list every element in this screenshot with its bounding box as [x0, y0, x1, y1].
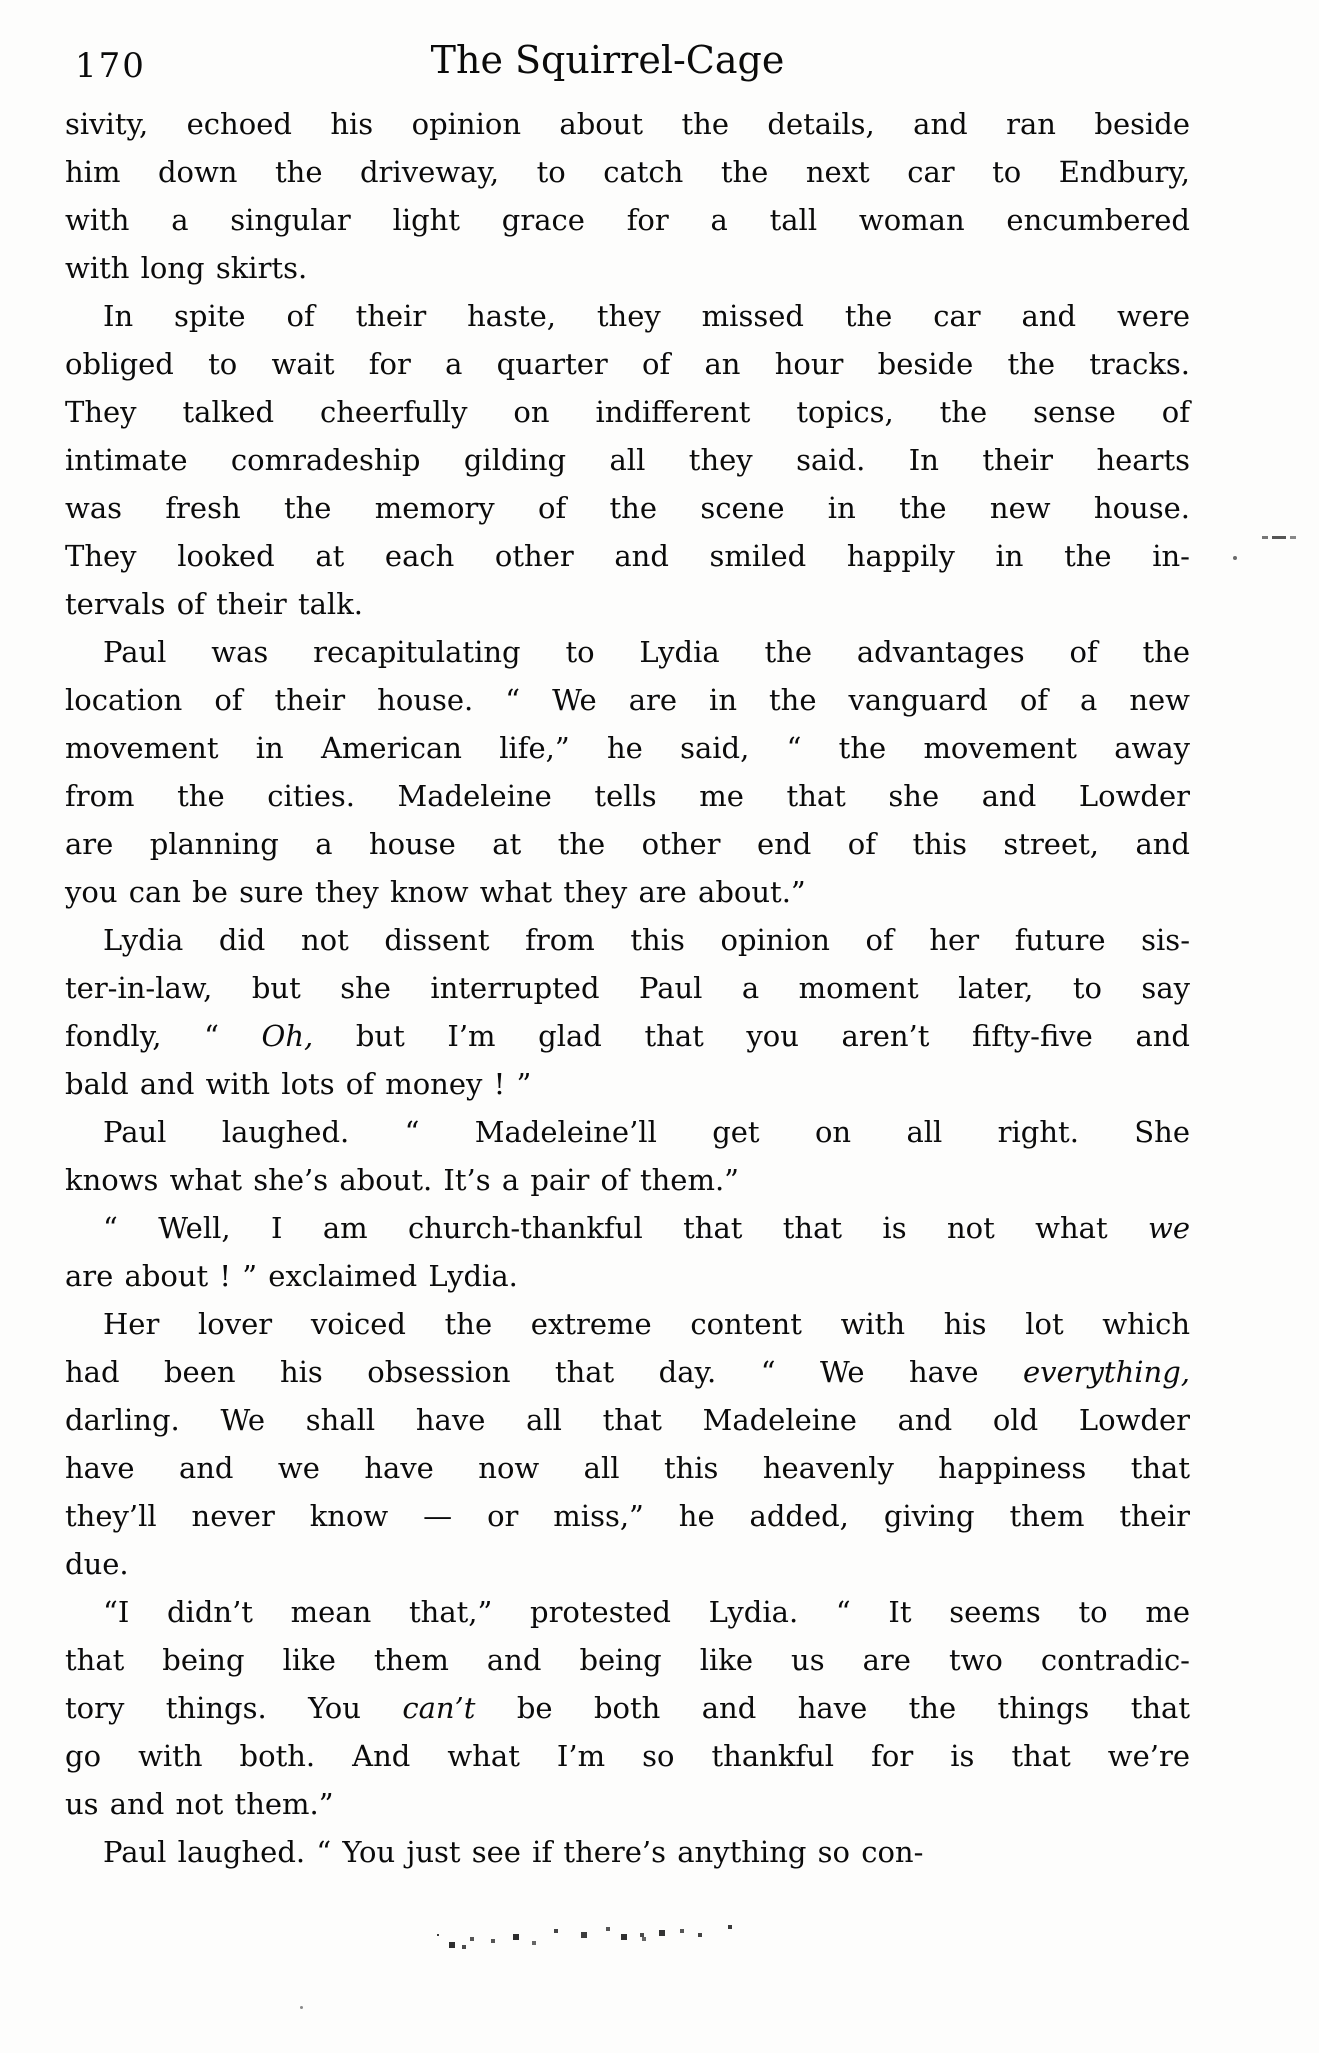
- italic-text: we: [1148, 1211, 1190, 1245]
- scan-smudge-artifact: [437, 1934, 439, 1936]
- text-line: [65, 1012, 1190, 1060]
- text-line: [65, 1156, 1190, 1204]
- text-line: [65, 868, 1190, 916]
- text-line: [65, 1300, 1190, 1348]
- text-span: ter-in-law, but she interrupted Paul a moment later, to say: [65, 971, 1190, 1005]
- text-span: Paul was recapitulating to Lydia the advantages of the: [103, 635, 1190, 669]
- text-line: [65, 532, 1190, 580]
- text-span: “I didn’t mean that,” protested Lydia. “ It seems to me: [103, 1595, 1190, 1629]
- text-span: fondly, “: [65, 1019, 262, 1053]
- text-line: [65, 1204, 1190, 1252]
- text-span: “ Well, I am church-thankful that that is not what: [103, 1211, 1148, 1245]
- scan-dot-artifact: [300, 2006, 303, 2009]
- text-line: [65, 964, 1190, 1012]
- text-line: [65, 1540, 1190, 1588]
- text-line: [65, 1396, 1190, 1444]
- text-span: knows what she’s about. It’s a pair of them.”: [65, 1163, 740, 1197]
- text-span: movement in American life,” he said, “ the movement away: [65, 731, 1190, 765]
- text-span: have and we have now all this heavenly happiness that: [65, 1451, 1190, 1485]
- text-span: they’ll never know — or miss,” he added, giving them their: [65, 1499, 1190, 1533]
- text-line: [65, 388, 1190, 436]
- text-line: [65, 676, 1190, 724]
- text-line: [65, 1108, 1190, 1156]
- text-span: are about ! ” exclaimed Lydia.: [65, 1259, 518, 1293]
- text-line: [65, 1684, 1190, 1732]
- page-body: [65, 100, 1190, 1876]
- text-line: [65, 1252, 1190, 1300]
- text-line: [65, 100, 1190, 148]
- text-span: had been his obsession that day. “ We have: [65, 1355, 1023, 1389]
- text-span: bald and with lots of money ! ”: [65, 1067, 532, 1101]
- text-line: [65, 1732, 1190, 1780]
- text-line: [65, 1060, 1190, 1108]
- text-line: [65, 196, 1190, 244]
- text-span: Paul laughed. “ Madeleine’ll get on all right. She: [103, 1115, 1190, 1149]
- text-line: [65, 916, 1190, 964]
- text-line: [65, 580, 1190, 628]
- text-span: tervals of their talk.: [65, 587, 363, 621]
- page-number: 170: [75, 46, 146, 86]
- text-line: [65, 1444, 1190, 1492]
- text-line: [65, 244, 1190, 292]
- text-line: [65, 436, 1190, 484]
- text-span: but I’m glad that you aren’t fifty-five and: [313, 1019, 1190, 1053]
- text-line: [65, 1588, 1190, 1636]
- text-span: They talked cheerfully on indifferent topics, the sense of: [65, 395, 1190, 429]
- text-line: [65, 292, 1190, 340]
- text-span: from the cities. Madeleine tells me that she and Lowder: [65, 779, 1190, 813]
- text-line: [65, 820, 1190, 868]
- scan-dot-artifact: [1233, 556, 1237, 560]
- text-line: [65, 1828, 1190, 1876]
- text-span: with long skirts.: [65, 251, 308, 285]
- page-header: [65, 36, 1190, 96]
- text-span: Lydia did not dissent from this opinion of her future sis-: [103, 923, 1190, 957]
- text-span: intimate comradeship gilding all they said. In their hearts: [65, 443, 1190, 477]
- text-span: Her lover voiced the extreme content with his lot which: [103, 1307, 1190, 1341]
- text-span: Paul laughed. “ You just see if there’s anything so con-: [103, 1835, 924, 1869]
- text-span: due.: [65, 1547, 129, 1581]
- text-span: tory things. You: [65, 1691, 403, 1725]
- text-span: was fresh the memory of the scene in the new house.: [65, 491, 1190, 525]
- scan-dash-artifact: [1262, 536, 1304, 539]
- text-span: sivity, echoed his opinion about the details, and ran beside: [65, 107, 1190, 141]
- text-span: you can be sure they know what they are about.”: [65, 875, 806, 909]
- text-span: obliged to wait for a quarter of an hour beside the tracks.: [65, 347, 1190, 381]
- text-line: [65, 1636, 1190, 1684]
- text-line: [65, 1492, 1190, 1540]
- text-span: In spite of their haste, they missed the car and were: [103, 299, 1190, 333]
- text-line: [65, 484, 1190, 532]
- italic-text: Oh,: [261, 1019, 314, 1053]
- text-line: [65, 628, 1190, 676]
- text-span: with a singular light grace for a tall woman encumbered: [65, 203, 1190, 237]
- text-span: go with both. And what I’m so thankful for is that we’re: [65, 1739, 1190, 1773]
- text-span: that being like them and being like us are two contradic-: [65, 1643, 1190, 1677]
- text-line: [65, 724, 1190, 772]
- text-span: location of their house. “ We are in the vanguard of a new: [65, 683, 1190, 717]
- text-line: [65, 148, 1190, 196]
- text-span: be both and have the things that: [475, 1691, 1190, 1725]
- text-line: [65, 772, 1190, 820]
- page-title: The Squirrel-Cage: [430, 38, 785, 82]
- text-span: us and not them.”: [65, 1787, 334, 1821]
- text-span: him down the driveway, to catch the next car to Endbury,: [65, 155, 1190, 189]
- text-line: [65, 1780, 1190, 1828]
- text-line: [65, 1348, 1190, 1396]
- text-span: darling. We shall have all that Madeleine and old Lowder: [65, 1403, 1190, 1437]
- text-span: They looked at each other and smiled happily in the in-: [65, 539, 1190, 573]
- text-line: [65, 340, 1190, 388]
- text-span: are planning a house at the other end of this street, and: [65, 827, 1190, 861]
- italic-text: everything,: [1022, 1355, 1190, 1389]
- italic-text: can’t: [402, 1691, 476, 1725]
